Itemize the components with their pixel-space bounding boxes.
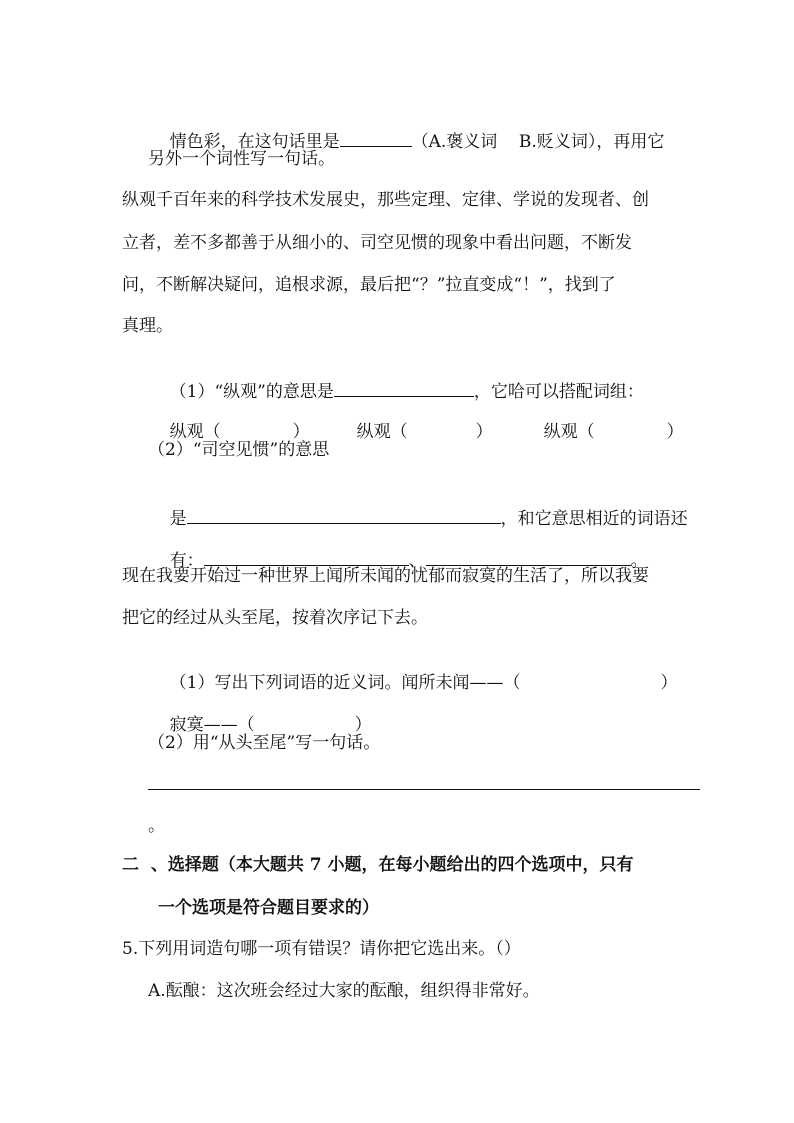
text-segment: （1）“纵观”的意思是 xyxy=(169,382,334,402)
passage-line: 纵观千百年来的科学技术发展史，那些定理、定律、学说的发现者、创 xyxy=(122,190,649,210)
text-line: 另外一个词性写一句话。 xyxy=(148,149,335,169)
text-segment: （A.褒义词 B.贬义词），再用它 xyxy=(411,132,665,152)
passage-line: 真理。 xyxy=(122,316,173,336)
answer-blank[interactable] xyxy=(187,505,501,524)
passage-line: 把它的经过从头至尾，按着次序记下去。 xyxy=(122,608,428,628)
option-a: A.酝酿：这次班会经过大家的酝酿，组织得非常好。 xyxy=(148,981,540,1001)
question-line xyxy=(522,396,684,468)
answer-blank[interactable] xyxy=(334,378,474,397)
text-segment: ） xyxy=(660,673,678,693)
answer-line[interactable] xyxy=(148,789,700,790)
phrase-close: ） xyxy=(475,422,493,442)
text-segment: 、 xyxy=(408,551,426,571)
phrase-open: 纵观（ xyxy=(169,422,221,442)
question-line xyxy=(335,396,493,468)
question-stem: 5.下列用词造句哪一项有错误？请你把它选出来。（） xyxy=(122,939,521,959)
text-line: 。 xyxy=(148,816,165,836)
text-segment: 有： xyxy=(169,551,204,571)
phrase-open: 纵观（ xyxy=(543,422,595,442)
question-line: （2）“司空见惯”的意思 xyxy=(148,440,330,460)
text-segment: 寂寞——（ xyxy=(169,715,255,735)
passage-line: 现在我要开始过一种世界上闻所未闻的忧郁而寂寞的生活了，所以我要 xyxy=(122,566,649,586)
phrase-close: ） xyxy=(666,422,684,442)
text-segment: ） xyxy=(354,715,372,735)
passage-line: 问，不断解决疑问，追根求源，最后把“？”拉直变成“！”，找到了 xyxy=(122,275,616,295)
text-segment: 情色彩，在这句话里是 xyxy=(169,132,340,152)
text-segment: （1）写出下列词语的近义词。闻所未闻——（ xyxy=(169,673,521,693)
text-segment: 。 xyxy=(630,551,648,571)
question-line: （2）用“从头至尾”写一句话。 xyxy=(148,733,381,753)
text-segment: 是 xyxy=(169,509,187,529)
section-heading: 二 、选择题（本大题共 7 小题，在每小题给出的四个选项中，只有 xyxy=(122,855,634,875)
answer-blank[interactable] xyxy=(340,128,412,147)
section-heading: 一个选项是符合题目要求的） xyxy=(158,898,379,918)
text-segment: ，和它意思相近的词语还 xyxy=(500,509,688,529)
phrase-close: ） xyxy=(292,422,310,442)
phrase-open: 纵观（ xyxy=(356,422,408,442)
text-segment: ，它哈可以搭配词组： xyxy=(473,382,644,402)
passage-line: 立者，差不多都善于从细小的、司空见惯的现象中看出问题，不断发 xyxy=(122,233,632,253)
